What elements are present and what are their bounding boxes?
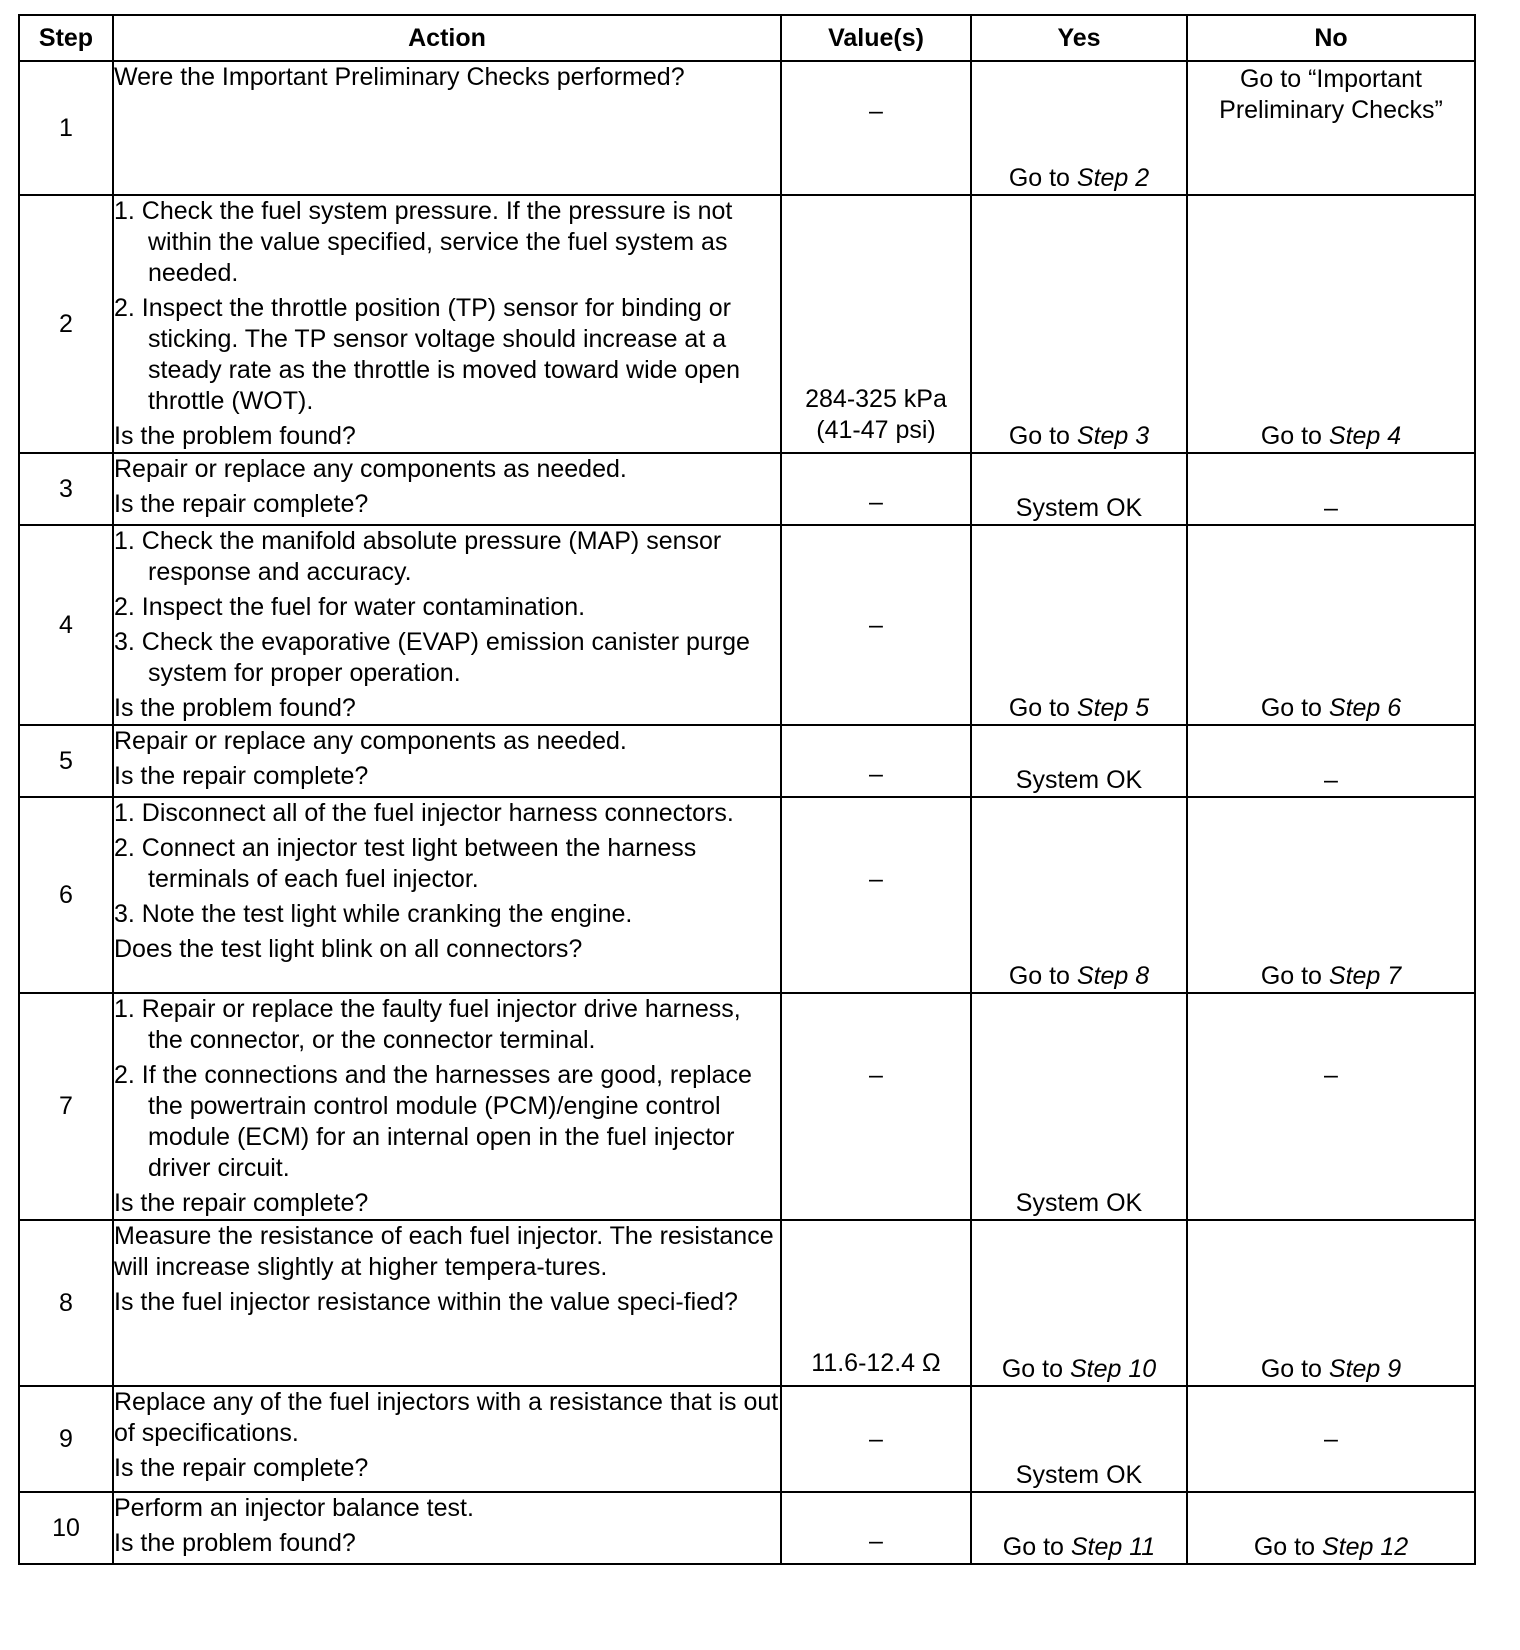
no-result: Go to Step 7 [1260,962,1402,990]
header-action: Action [113,15,781,61]
no-cell [1187,993,1475,1220]
step-number: 5 [19,725,113,797]
step-number: 6 [19,797,113,993]
no-cell [1187,1492,1475,1564]
step-number: 2 [19,195,113,453]
action-steps [114,798,780,930]
no-result: – [1324,494,1338,522]
no-cell [1187,453,1475,525]
action-question: Is the problem found? [114,694,356,722]
action-question: Does the test light blink on all connectors? [114,935,583,963]
header-row [19,15,1475,61]
table-row [19,1386,1475,1492]
value-cell: – [781,61,971,195]
table-row [19,1492,1475,1564]
step-number: 10 [19,1492,113,1564]
action-cell [113,797,781,993]
no-result: – [1324,1424,1338,1453]
action-steps [114,526,780,689]
action-cell [113,1386,781,1492]
table-row [19,453,1475,525]
step-number: 7 [19,993,113,1220]
action-instruction: Perform an injector balance test. [114,1494,474,1522]
action-step-item: 3. Note the test light while cranking the engine. [114,900,633,928]
yes-result: Go to Step 8 [1008,962,1150,990]
yes-cell [971,1220,1187,1386]
no-cell [1187,797,1475,993]
step-reference: Step 10 [1069,1355,1157,1383]
no-result: Go to Step 9 [1260,1355,1402,1383]
action-cell [113,1220,781,1386]
action-question: Is the repair complete? [114,762,369,790]
yes-result: Go to Step 10 [1001,1355,1157,1383]
yes-cell [971,797,1187,993]
no-result: – [1324,766,1338,794]
action-steps [114,994,780,1184]
no-result: Go to “Important Preliminary Checks” [1219,65,1443,124]
yes-cell [971,1386,1187,1492]
action-question: Were the Important Preliminary Checks performed? [114,63,685,91]
step-reference: Step 6 [1328,694,1402,722]
value-cell: – [781,453,971,525]
step-number: 1 [19,61,113,195]
no-cell [1187,725,1475,797]
no-result: Go to Step 4 [1260,422,1402,450]
no-cell [1187,195,1475,453]
action-question: Is the repair complete? [114,1189,369,1217]
header-no: No [1187,15,1475,61]
step-number: 4 [19,525,113,725]
action-step-item: 1. Check the fuel system pressure. If the pressure is not within the value specified, service the fuel system as needed. [114,197,733,287]
table-row [19,993,1475,1220]
yes-cell [971,993,1187,1220]
no-result: Go to Step 12 [1253,1533,1409,1561]
value-cell: – [781,993,971,1220]
yes-cell [971,525,1187,725]
action-step-item: 2. Inspect the throttle position (TP) sensor for binding or sticking. The TP sensor voltage should increase at a steady rate as the throttle is moved toward wide open throttle (WOT). [114,294,740,415]
yes-cell [971,453,1187,525]
table-row [19,797,1475,993]
no-cell [1187,525,1475,725]
table-row [19,61,1475,195]
no-result: Go to Step 6 [1260,694,1402,722]
action-question: Is the problem found? [114,422,356,450]
action-step-item: 1. Disconnect all of the fuel injector harness connectors. [114,799,734,827]
step-number: 8 [19,1220,113,1386]
no-cell [1187,61,1475,195]
step-reference: Step 11 [1070,1533,1156,1561]
yes-cell [971,195,1187,453]
yes-result: Go to Step 3 [1008,422,1150,450]
value-cell: – [781,1492,971,1564]
action-question: Is the repair complete? [114,1454,369,1482]
action-cell [113,993,781,1220]
action-step-item: 3. Check the evaporative (EVAP) emission canister purge system for proper operation. [114,628,750,687]
yes-result: System OK [1015,766,1143,794]
action-cell [113,1492,781,1564]
diagnostic-table [18,14,1476,1565]
action-question: Is the fuel injector resistance within the value speci-fied? [114,1288,738,1316]
action-instruction: Repair or replace any components as needed. [114,727,627,755]
action-step-item: 2. Connect an injector test light between the harness terminals of each fuel injector. [114,834,697,893]
no-cell [1187,1220,1475,1386]
step-reference: Step 8 [1076,962,1150,990]
action-cell [113,195,781,453]
yes-result: Go to Step 11 [1002,1533,1156,1561]
value-cell: 11.6-12.4 Ω [781,1220,971,1386]
action-question: Is the repair complete? [114,490,369,518]
action-cell [113,453,781,525]
step-number: 9 [19,1386,113,1492]
action-cell [113,61,781,195]
header-step: Step [19,15,113,61]
step-reference: Step 2 [1076,164,1150,192]
step-reference: Step 3 [1076,422,1150,450]
yes-result: System OK [1015,1189,1143,1217]
yes-result: Go to Step 5 [1008,694,1150,722]
no-cell [1187,1386,1475,1492]
yes-cell [971,725,1187,797]
action-instruction: Replace any of the fuel injectors with a resistance that is out of specifications. [114,1388,779,1447]
step-reference: Step 9 [1328,1355,1402,1383]
value-cell: – [781,1386,971,1492]
table-row [19,725,1475,797]
value-cell: 284-325 kPa (41-47 psi) [781,195,971,453]
yes-cell [971,61,1187,195]
table-row [19,1220,1475,1386]
no-result: – [1324,1061,1338,1089]
action-instruction: Repair or replace any components as needed. [114,455,627,483]
action-cell [113,725,781,797]
action-instruction: Measure the resistance of each fuel injector. The resistance will increase slightly at higher tempera-tures. [114,1222,774,1281]
table-row [19,195,1475,453]
table-row [19,525,1475,725]
value-cell: – [781,525,971,725]
step-number: 3 [19,453,113,525]
action-cell [113,525,781,725]
action-steps [114,196,780,417]
action-question: Is the problem found? [114,1529,356,1557]
yes-cell [971,1492,1187,1564]
yes-result: System OK [1015,1461,1143,1489]
yes-result: System OK [1015,494,1143,522]
action-step-item: 1. Check the manifold absolute pressure (MAP) sensor response and accuracy. [114,527,722,586]
step-reference: Step 5 [1076,694,1150,722]
header-yes: Yes [971,15,1187,61]
value-cell: – [781,725,971,797]
step-reference: Step 4 [1328,422,1402,450]
action-step-item: 2. Inspect the fuel for water contamination. [114,593,586,621]
yes-result: Go to Step 2 [1008,164,1150,192]
action-step-item: 2. If the connections and the harnesses are good, replace the powertrain control module (PCM)/engine control module (ECM) for an internal open in the fuel injector driver circuit. [114,1061,752,1182]
step-reference: Step 7 [1328,962,1402,990]
value-cell: – [781,797,971,993]
step-reference: Step 12 [1321,1533,1409,1561]
header-values: Value(s) [781,15,971,61]
action-step-item: 1. Repair or replace the faulty fuel injector drive harness, the connector, or the connector terminal. [114,995,741,1054]
